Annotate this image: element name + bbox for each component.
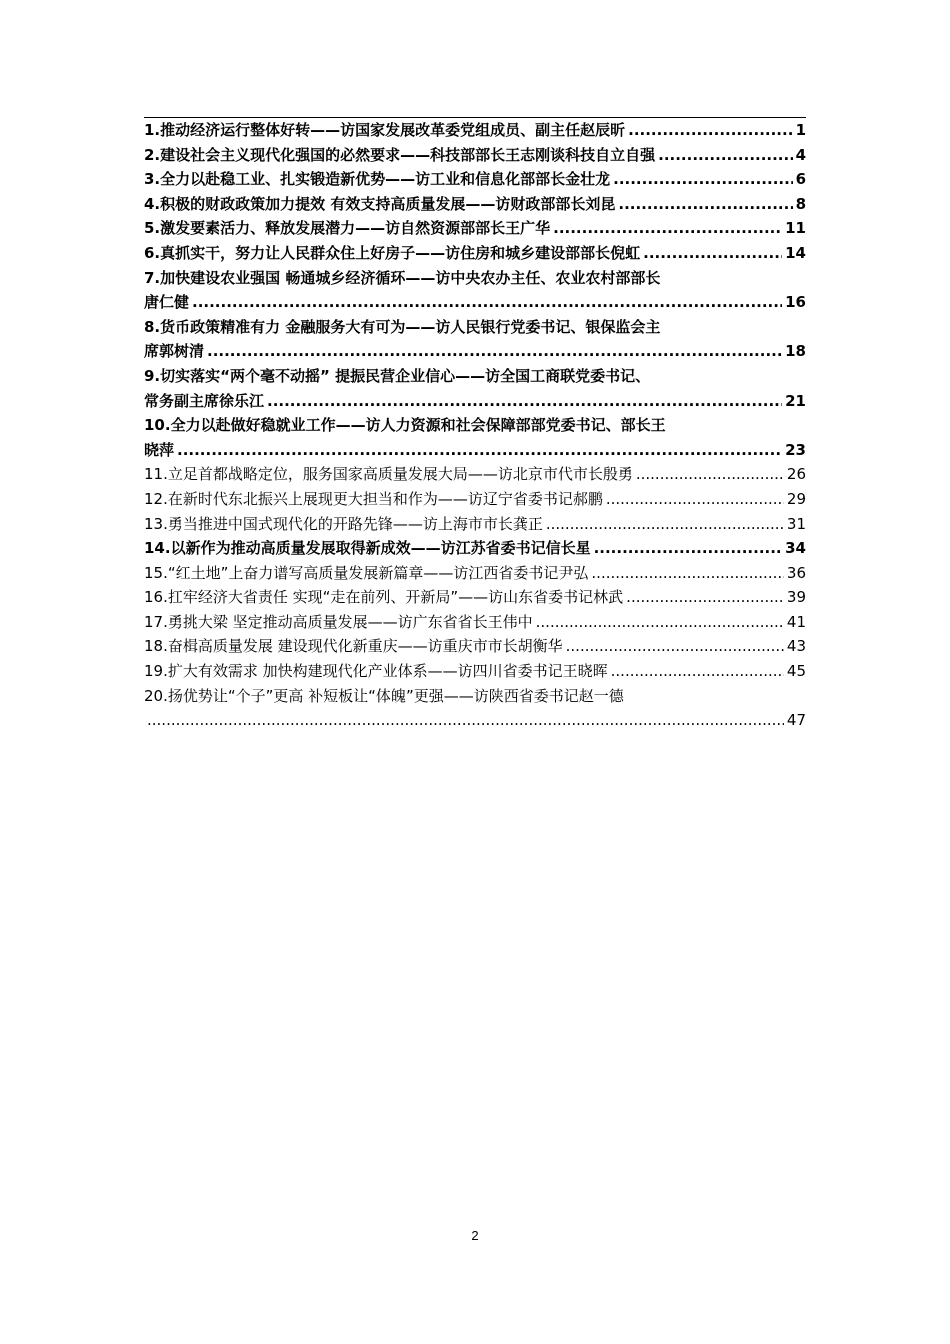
toc-entry-title-line1: 20.扬优势让“个子”更高 补短板让“体魄”更强——访陕西省委书记赵一德 <box>144 686 624 705</box>
toc-dot-leader <box>611 659 784 684</box>
toc-entry-title: 1.推动经济运行整体好转——访国家发展改革委党组成员、副主任赵辰昕 <box>144 121 626 139</box>
toc-dot-leader <box>618 192 792 217</box>
toc-entry-page: 23 <box>785 440 806 459</box>
toc-dot-leader <box>613 167 792 192</box>
toc-entry-title: 2.建设社会主义现代化强国的必然要求——科技部部长王志刚谈科技自立自强 <box>144 145 656 164</box>
toc-entry-page: 14 <box>785 243 806 262</box>
toc-entry-title: 5.激发要素活力、释放发展潜力——访自然资源部部长王广华 <box>144 219 551 238</box>
toc-entry[interactable] <box>144 118 806 143</box>
toc-entry-title: 常务副主席徐乐江 <box>144 391 265 410</box>
toc-entry-page: 21 <box>785 391 806 410</box>
toc-entry[interactable] <box>144 241 806 266</box>
toc-dot-leader <box>591 561 784 586</box>
toc-entry[interactable] <box>144 364 806 413</box>
toc-entry-page: 11 <box>785 219 806 238</box>
toc-dot-leader <box>626 585 784 610</box>
toc-entry-page: 4 <box>795 145 806 164</box>
toc-entry[interactable] <box>144 216 806 241</box>
toc-entry-title: 19.扩大有效需求 加快构建现代化产业体系——访四川省委书记王晓晖 <box>144 662 608 681</box>
toc-entry[interactable] <box>144 192 806 217</box>
toc-entry-title: 18.奋楫高质量发展 建设现代化新重庆——访重庆市市长胡衡华 <box>144 637 563 656</box>
toc-entry-page: 1 <box>795 121 806 139</box>
toc-entry-title: 11.立足首都战略定位，服务国家高质量发展大局——访北京市代市长殷勇 <box>144 465 633 484</box>
toc-entry-page: 29 <box>786 489 806 508</box>
toc-entry[interactable] <box>144 315 806 364</box>
toc-dot-leader <box>536 610 784 635</box>
toc-entry-title-line1: 8.货币政策精准有力 金融服务大有可为——访人民银行党委书记、银保监会主 <box>144 317 661 336</box>
toc-entry[interactable] <box>144 512 806 537</box>
toc-dot-leader <box>177 438 782 463</box>
toc-entry[interactable] <box>144 266 806 315</box>
toc-dot-leader <box>207 339 782 364</box>
page-number: 2 <box>471 1228 479 1243</box>
toc-dot-leader <box>628 118 792 143</box>
toc-entry-page: 6 <box>795 170 806 189</box>
toc-entry-title: 3.全力以赴稳工业、扎实锻造新优势——访工业和信息化部部长金壮龙 <box>144 170 611 189</box>
toc-dot-leader <box>566 634 784 659</box>
toc-entry-page: 8 <box>795 194 806 213</box>
toc-entry[interactable] <box>144 487 806 512</box>
toc-entry-title: 17.勇挑大梁 坚定推动高质量发展——访广东省省长王伟中 <box>144 612 533 631</box>
toc-entry-title: 13.勇当推进中国式现代化的开路先锋——访上海市市长龚正 <box>144 514 543 533</box>
toc-entry-title: 唐仁健 <box>144 293 190 312</box>
toc-entry-page: 31 <box>786 514 806 533</box>
toc-entry-title-line1: 10.全力以赴做好稳就业工作——访人力资源和社会保障部部党委书记、部长王 <box>144 416 666 435</box>
toc-dot-leader <box>192 290 782 315</box>
toc-entry-title: 4.积极的财政政策加力提效 有效支持高质量发展——访财政部部长刘昆 <box>144 194 616 213</box>
toc-entry-page: 43 <box>786 637 806 656</box>
toc-entry-title: 席郭树清 <box>144 342 205 361</box>
toc-entry[interactable] <box>144 585 806 610</box>
toc-entry[interactable] <box>144 561 806 586</box>
toc-entry-page: 34 <box>785 539 806 558</box>
toc-dot-leader <box>643 241 782 266</box>
toc-entry-page: 36 <box>786 563 806 582</box>
toc-dot-leader <box>553 216 782 241</box>
toc-entry-title: 14.以新作为推动高质量发展取得新成效——访江苏省委书记信长星 <box>144 539 591 558</box>
toc-entry-page: 26 <box>786 465 806 484</box>
toc-dot-leader <box>147 708 784 733</box>
toc-entry-title: 晓萍 <box>144 440 175 459</box>
toc-entry[interactable] <box>144 462 806 487</box>
toc-entry[interactable] <box>144 684 806 733</box>
toc-dot-leader <box>546 512 784 537</box>
toc-entry[interactable] <box>144 413 806 462</box>
toc-dot-leader <box>594 536 783 561</box>
toc-entry-title-line1: 7.加快建设农业强国 畅通城乡经济循环——访中央农办主任、农业农村部部长 <box>144 268 661 287</box>
toc-entry[interactable] <box>144 634 806 659</box>
toc-entry-title-line1: 9.切实落实“两个毫不动摇” 提振民营企业信心——访全国工商联党委书记、 <box>144 366 651 385</box>
toc-entry-page: 41 <box>786 612 806 631</box>
toc-entry[interactable] <box>144 659 806 684</box>
toc-entry-title: 15.“红土地”上奋力谱写高质量发展新篇章——访江西省委书记尹弘 <box>144 563 589 582</box>
toc-entry[interactable] <box>144 167 806 192</box>
toc-entry-title: 16.扛牢经济大省责任 实现“走在前列、开新局”——访山东省委书记林武 <box>144 588 624 607</box>
toc-entry[interactable] <box>144 143 806 168</box>
toc-entry-page: 18 <box>785 342 806 361</box>
toc-entry-page: 45 <box>786 662 806 681</box>
toc-entry-title: 12.在新时代东北振兴上展现更大担当和作为——访辽宁省委书记郝鹏 <box>144 489 603 508</box>
toc-dot-leader <box>636 462 784 487</box>
toc-entry-page: 16 <box>785 293 806 312</box>
toc-entry-page: 47 <box>786 711 806 730</box>
toc-entry[interactable] <box>144 610 806 635</box>
toc-dot-leader <box>606 487 784 512</box>
toc-entry-title: 6.真抓实干，努力让人民群众住上好房子——访住房和城乡建设部部长倪虹 <box>144 243 641 262</box>
toc-entry-page: 39 <box>786 588 806 607</box>
table-of-contents <box>144 118 806 733</box>
toc-dot-leader <box>658 143 792 168</box>
toc-dot-leader <box>267 389 782 414</box>
toc-entry[interactable] <box>144 536 806 561</box>
